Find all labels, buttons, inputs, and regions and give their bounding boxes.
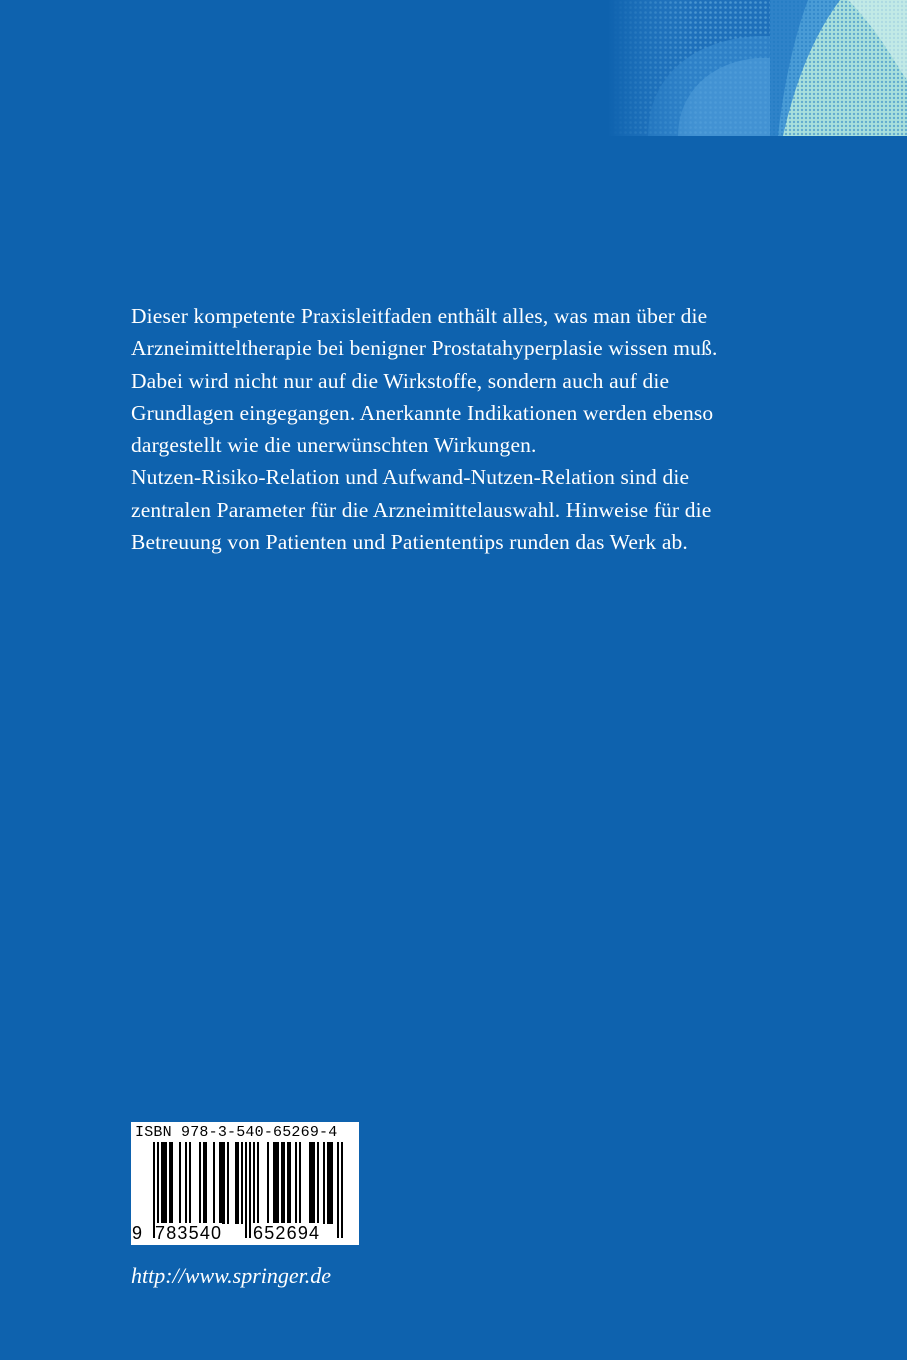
barcode-bar: [245, 1142, 247, 1238]
barcode-bar: [213, 1142, 215, 1224]
barcode-bar: [223, 1142, 225, 1224]
blurb-line: Betreuung von Patienten und Patiententips runden das Werk ab.: [131, 530, 688, 555]
barcode-bar: [327, 1142, 329, 1224]
barcode-bar: [311, 1142, 313, 1224]
blurb-line: Arzneimitteltherapie bei benigner Prostatahyperplasie wissen muß.: [131, 336, 718, 361]
barcode-bar: [205, 1142, 207, 1224]
blurb-line: Grundlagen eingegangen. Anerkannte Indikationen werden ebenso: [131, 400, 714, 425]
barcode-bar: [275, 1142, 277, 1224]
barcode-bar: [219, 1142, 221, 1224]
isbn-label: ISBN 978-3-540-65269-4: [135, 1124, 338, 1141]
barcode-bar: [161, 1142, 163, 1224]
blurb-line: dargestellt wie die unerwünschten Wirkungen.: [131, 433, 537, 458]
barcode-bar: [185, 1142, 187, 1224]
barcode-bar: [341, 1142, 343, 1238]
barcode-bar: [199, 1142, 201, 1224]
barcode-bar: [273, 1142, 275, 1224]
barcode-bar: [329, 1142, 331, 1224]
barcode-bar: [317, 1142, 319, 1224]
blurb-text: [131, 300, 831, 558]
barcode-bar: [277, 1142, 279, 1224]
barcode-bar: [249, 1142, 251, 1238]
ean-first-digit: 9: [132, 1223, 143, 1243]
barcode-bar: [313, 1142, 315, 1224]
barcode-bar: [235, 1142, 237, 1224]
isbn-barcode: [131, 1122, 359, 1245]
barcode-bar: [299, 1142, 301, 1224]
barcode-bar: [295, 1142, 297, 1224]
publisher-url: http://www.springer.de: [131, 1263, 332, 1288]
barcode-bar: [331, 1142, 333, 1224]
barcode-bar: [227, 1142, 229, 1224]
barcode-bar: [241, 1142, 243, 1224]
barcode-bar: [189, 1142, 191, 1224]
blurb-line: Dieser kompetente Praxisleitfaden enthält alles, was man über die: [131, 304, 708, 328]
blurb-line: Dabei wird nicht nur auf die Wirkstoffe, sondern auch auf die: [131, 368, 670, 393]
barcode-bar: [337, 1142, 339, 1238]
barcode-bar: [203, 1142, 205, 1224]
blurb-line: zentralen Parameter für die Arzneimittelauswahl. Hinweise für die: [131, 497, 712, 522]
barcode-bar: [283, 1142, 285, 1224]
barcode-bar: [171, 1142, 173, 1224]
barcode-bar: [253, 1142, 255, 1224]
barcode-bar: [163, 1142, 165, 1224]
barcode-bar: [281, 1142, 283, 1224]
barcode-bar: [165, 1142, 167, 1224]
barcode-bar: [257, 1142, 259, 1224]
cover-photo-fragment: [608, 0, 907, 136]
barcode-bar: [237, 1142, 239, 1224]
barcode-bar: [309, 1142, 311, 1224]
barcode-bar: [323, 1142, 325, 1224]
barcode-bar: [267, 1142, 269, 1224]
barcode-bar: [169, 1142, 171, 1224]
barcode-bar: [287, 1142, 289, 1224]
ean-right-digits: 652694: [253, 1223, 321, 1243]
barcode-bar: [179, 1142, 181, 1224]
barcode-bar: [221, 1142, 223, 1224]
barcode-bar: [289, 1142, 291, 1224]
ean-left-digits: 783540: [155, 1223, 223, 1243]
blurb-line: Nutzen-Risiko-Relation und Aufwand-Nutzen-Relation sind die: [131, 465, 690, 490]
